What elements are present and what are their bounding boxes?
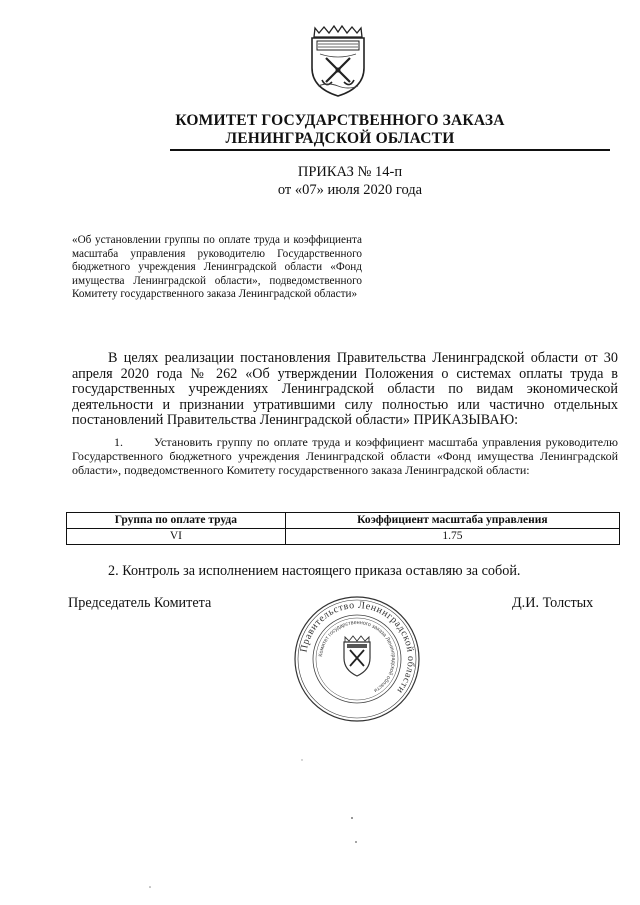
order-subject: «Об установлении группы по оплате труда и коэффициента масштаба управления руководителю Государственного бюджетного учреждения Ленинградской области «Фонд имущества Ленинградской области», подведомственного Комитету государственного заказа Ленинградской области» — [72, 234, 362, 300]
signer-title: Председатель Комитета — [68, 595, 212, 611]
organization-name — [0, 112, 640, 148]
preamble-text: В целях реализации постановления Правительства Ленинградской области от 30 апреля 2020 года № 262 «Об утверждении Положения о системах оплаты труда в государственных учреждениях Ленинградской области по видам экономической деятельности и признании утратившими силу полностью или частично отдельных постановлений Правительства Ленинградской области» ПРИКАЗЫВАЮ: — [72, 350, 618, 429]
coat-of-arms-emblem — [306, 24, 370, 98]
seal-outer-text: Правительство Ленинградской области — [298, 599, 417, 696]
table-header-coefficient: Коэффициент масштаба управления — [285, 513, 619, 529]
table-cell-coefficient: 1.75 — [285, 529, 619, 545]
preamble-paragraph — [72, 351, 618, 429]
order-heading — [0, 163, 640, 199]
signer-name: Д.И. Толстых — [512, 595, 594, 611]
order-item-2: 2. Контроль за исполнением настоящего приказа оставляю за собой. — [108, 563, 521, 579]
table-header-row — [67, 513, 620, 529]
table-header-pay-group: Группа по оплате труда — [67, 513, 286, 529]
order-item-1-number: 1. — [114, 435, 123, 449]
svg-text:Комитет государственного заказ — [318, 620, 396, 693]
seal-inner-text: Комитет государственного заказа Ленинградской области — [318, 619, 397, 694]
organization-line-1: КОМИТЕТ ГОСУДАРСТВЕННОГО ЗАКАЗА — [175, 112, 505, 129]
table-row — [67, 529, 620, 545]
order-item-1-text: Установить группу по оплате труда и коэффициент масштаба управления руководителю Государственного бюджетного учреждения Ленинградской области «Фонд имущества Ленинградской области», подведомственного Комитету государственного заказа Ленинградской области: — [72, 435, 618, 477]
organization-line-2: ЛЕНИНГРАДСКОЙ ОБЛАСТИ — [225, 130, 455, 147]
order-date: от «07» июля 2020 года — [277, 182, 423, 198]
official-seal — [292, 594, 422, 724]
table-cell-pay-group: VI — [67, 529, 286, 545]
order-number: ПРИКАЗ № 14-п — [297, 164, 403, 180]
order-item-1 — [72, 435, 618, 477]
pay-group-table — [66, 512, 620, 545]
header-divider — [170, 149, 610, 151]
